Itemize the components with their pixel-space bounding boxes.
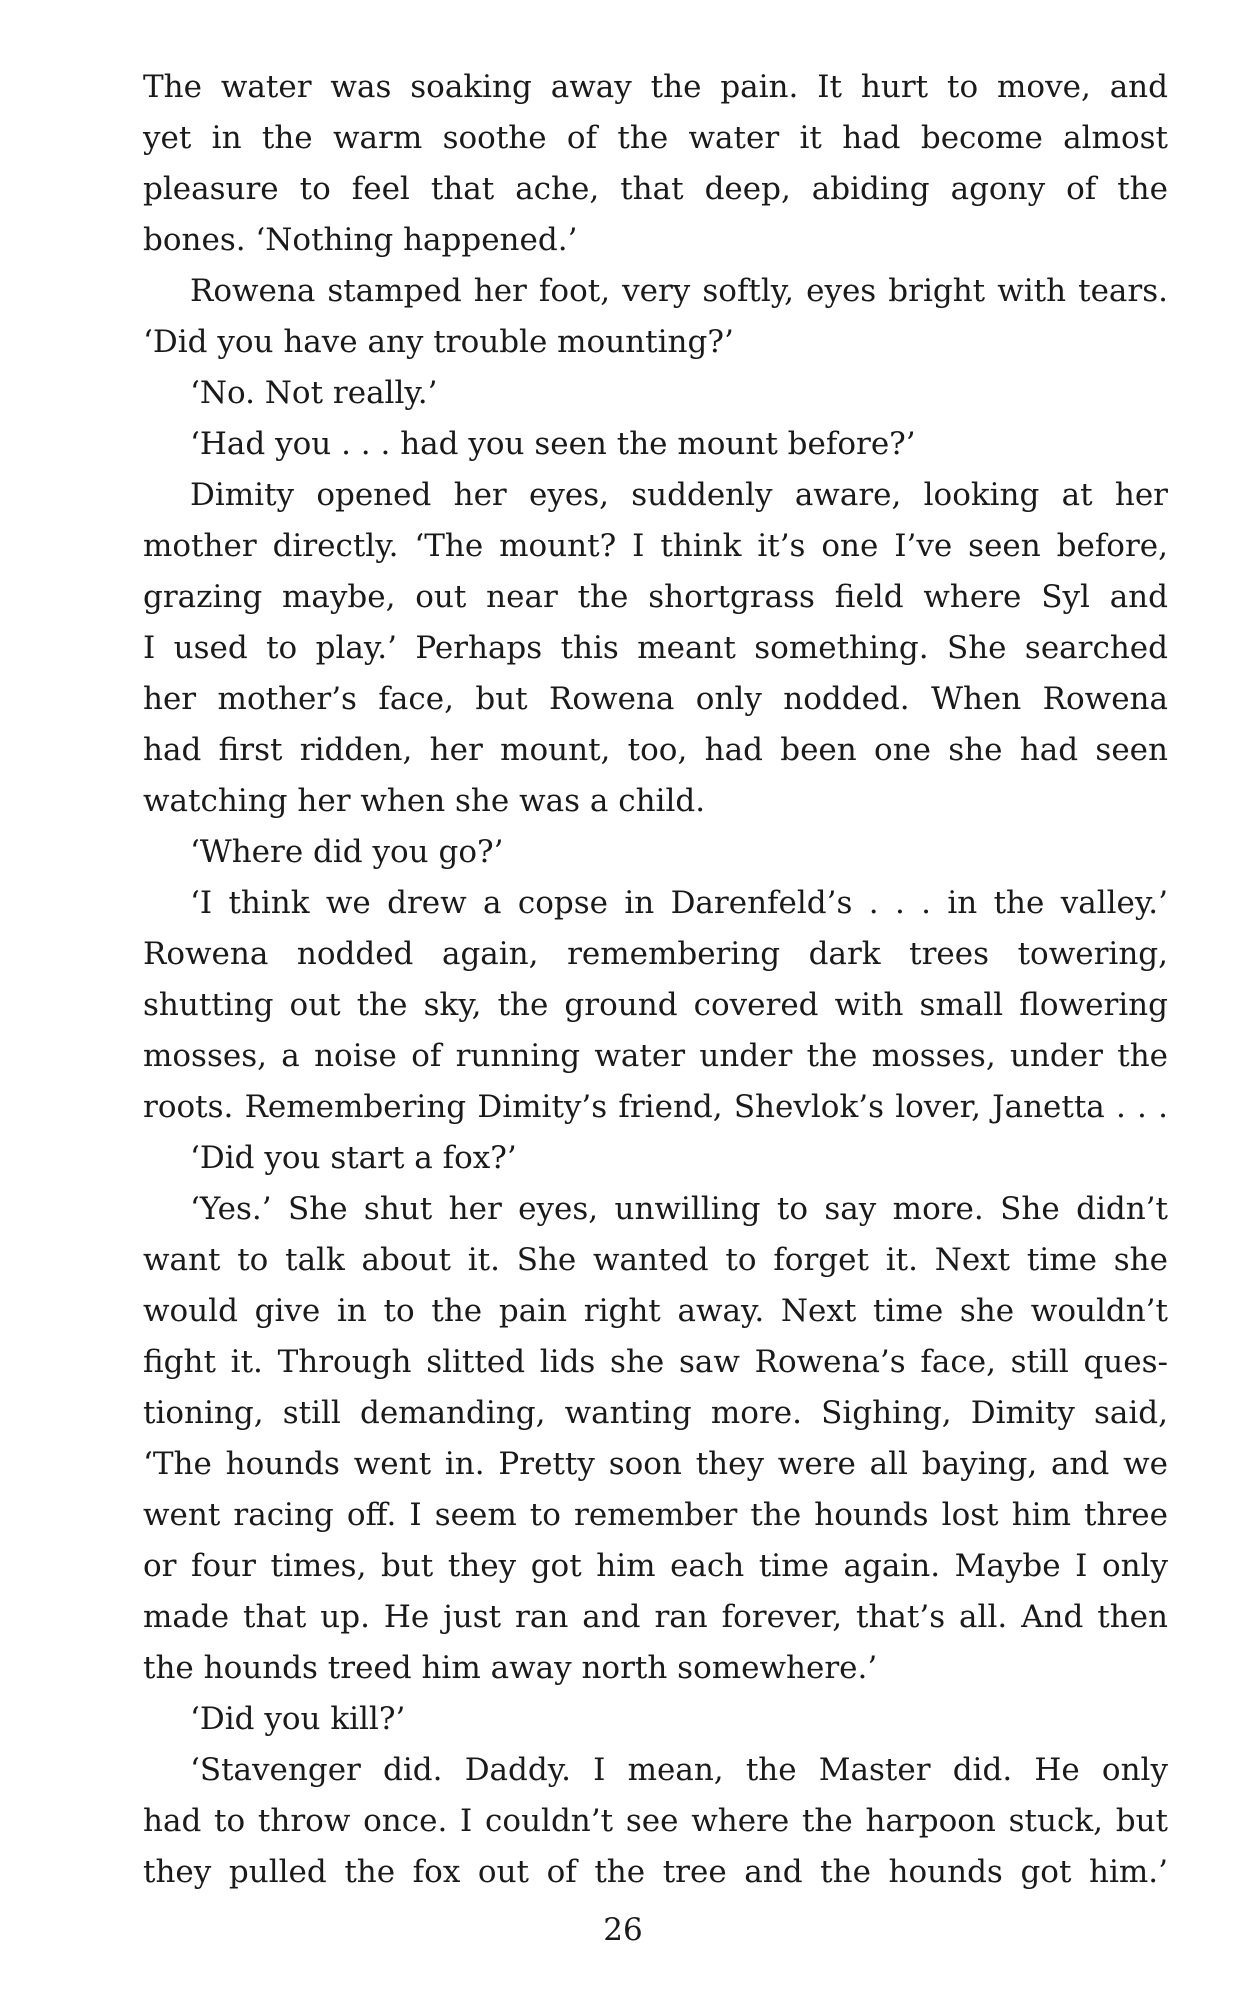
text-line: would give in to the pain right away. Next time she wouldn’t <box>143 1293 1168 1329</box>
text-line: made that up. He just ran and ran forever, that’s all. And then <box>143 1599 1168 1635</box>
text-line: Rowena nodded again, remembering dark trees towering, <box>143 936 1168 972</box>
text-line: ‘Stavenger did. Daddy. I mean, the Master did. He only <box>190 1752 1168 1788</box>
text-line: shutting out the sky, the ground covered with small flowering <box>143 987 1168 1023</box>
text-line: pleasure to feel that ache, that deep, abiding agony of the <box>143 171 1168 207</box>
text-line: The water was soaking away the pain. It hurt to move, and <box>143 69 1168 105</box>
text-line: Rowena stamped her foot, very softly, eyes bright with tears. <box>190 273 1168 309</box>
text-line: went racing off. I seem to remember the hounds lost him three <box>143 1497 1168 1533</box>
text-line: Dimity opened her eyes, suddenly aware, looking at her <box>190 477 1168 513</box>
text-line: mother directly. ‘The mount? I think it’s one I’ve seen before, <box>143 528 1168 564</box>
text-line: ‘No. Not really.’ <box>190 375 438 411</box>
text-line: yet in the warm soothe of the water it had become almost <box>143 120 1168 156</box>
text-line: had to throw once. I couldn’t see where the harpoon stuck, but <box>143 1803 1168 1839</box>
text-line: fight it. Through slitted lids she saw Rowena’s face, still ques- <box>143 1344 1168 1380</box>
text-line: ‘The hounds went in. Pretty soon they were all baying, and we <box>143 1446 1168 1482</box>
text-line: ‘Where did you go?’ <box>190 834 504 870</box>
text-line: they pulled the fox out of the tree and the hounds got him.’ <box>143 1854 1168 1890</box>
text-line: ‘Yes.’ She shut her eyes, unwilling to say more. She didn’t <box>190 1191 1168 1227</box>
text-line: had first ridden, her mount, too, had been one she had seen <box>143 732 1168 768</box>
body-text <box>143 62 1168 1898</box>
text-line: the hounds treed him away north somewhere.’ <box>143 1650 878 1686</box>
text-line: roots. Remembering Dimity’s friend, Shevlok’s lover, Janetta . . . <box>143 1089 1168 1125</box>
text-line: ‘Did you kill?’ <box>190 1701 406 1737</box>
text-line: ‘I think we drew a copse in Darenfeld’s . . . in the valley.’ <box>190 885 1168 921</box>
text-line: want to talk about it. She wanted to forget it. Next time she <box>143 1242 1168 1278</box>
text-line: grazing maybe, out near the shortgrass field where Syl and <box>143 579 1168 615</box>
page-number: 26 <box>603 1912 643 1948</box>
text-line: I used to play.’ Perhaps this meant something. She searched <box>143 630 1168 666</box>
text-line: watching her when she was a child. <box>143 783 706 819</box>
text-line: ‘Did you have any trouble mounting?’ <box>143 324 734 360</box>
text-line: ‘Did you start a fox?’ <box>190 1140 517 1176</box>
text-line: ‘Had you . . . had you seen the mount before?’ <box>190 426 916 462</box>
text-line: her mother’s face, but Rowena only nodded. When Rowena <box>143 681 1168 717</box>
text-line: or four times, but they got him each time again. Maybe I only <box>143 1548 1168 1584</box>
text-line: bones. ‘Nothing happened.’ <box>143 222 578 258</box>
text-line: mosses, a noise of running water under the mosses, under the <box>143 1038 1168 1074</box>
text-line: tioning, still demanding, wanting more. Sighing, Dimity said, <box>143 1395 1168 1431</box>
